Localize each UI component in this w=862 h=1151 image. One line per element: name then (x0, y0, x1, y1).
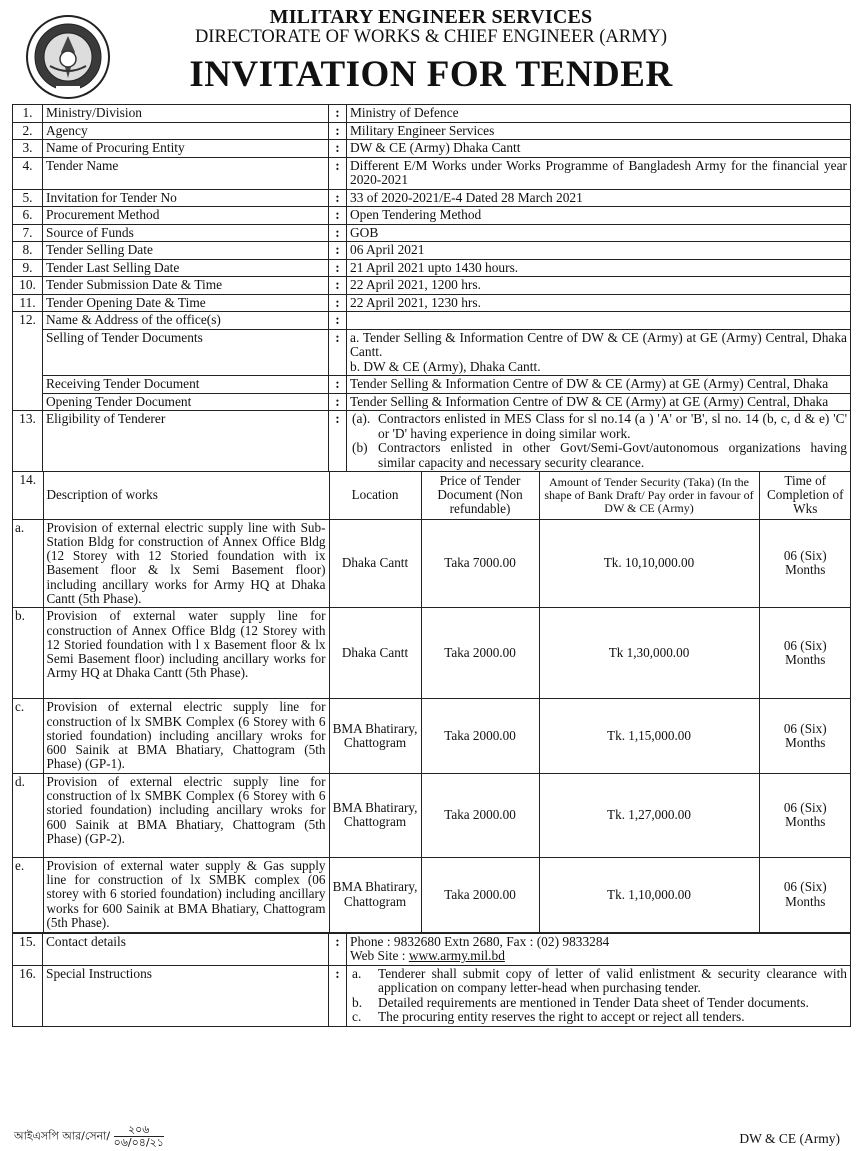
contact-phone: Phone : 9832680 Extn 2680, Fax : (02) 9833284 (350, 933, 610, 949)
reference-note: আইএসপি আর/সেনা/ ২০৬ ০৬/০৪/২১ (14, 1123, 164, 1149)
work-time: 06 (Six) Months (759, 608, 851, 699)
row-number: 1. (13, 105, 43, 123)
row-number: 10. (13, 277, 43, 295)
row-label: Eligibility of Tenderer (43, 411, 329, 472)
row-value: 06 April 2021 (347, 242, 851, 260)
row-label: Source of Funds (43, 224, 329, 242)
work-security: Tk. 1,15,000.00 (539, 699, 759, 773)
work-location: Dhaka Cantt (329, 519, 421, 608)
row-number: 9. (13, 259, 43, 277)
row-label: Name of Procuring Entity (43, 140, 329, 158)
row-2: 2. Agency : Military Engineer Services (13, 122, 851, 140)
row-value: Military Engineer Services (347, 122, 851, 140)
row-number: 15. (13, 933, 43, 965)
selling-a: a. Tender Selling & Information Centre of DW & CE (Army) at GE (Army) Central, Dhaka Cantt. (350, 329, 847, 359)
works-table (13, 472, 851, 933)
work-location: Dhaka Cantt (329, 608, 421, 699)
row-number: 6. (13, 207, 43, 225)
row-value: Open Tendering Method (347, 207, 851, 225)
work-price: Taka 2000.00 (421, 608, 539, 699)
works-row (13, 773, 851, 857)
work-mark: b. (13, 608, 43, 699)
row-value: DW & CE (Army) Dhaka Cantt (347, 140, 851, 158)
row-7: 7. Source of Funds : GOB (13, 224, 851, 242)
reference-number: ২০৬ (114, 1124, 164, 1137)
row-9: 9. Tender Last Selling Date : 21 April 2021 upto 1430 hours. (13, 259, 851, 277)
work-price: Taka 7000.00 (421, 519, 539, 608)
work-mark: c. (13, 699, 43, 773)
row-label: Agency (43, 122, 329, 140)
selling-b: b. DW & CE (Army), Dhaka Cantt. (350, 358, 541, 374)
row-label: Invitation for Tender No (43, 189, 329, 207)
header-security: Amount of Tender Security (Taka) (In the shape of Bank Draft/ Pay order in favour of DW & CE (Army) (539, 472, 759, 519)
work-description: Provision of external water supply line for construction of Annex Office Bldg (12 Storey with 12 Storied foundation with l x Basement floor & lx Semi Basement floor) including ancillary works for Army HQ at Dhaka Cantt (5th Phase). (43, 608, 329, 699)
row-label: Special Instructions (43, 965, 329, 1026)
work-mark: e. (13, 857, 43, 932)
row-label: Selling of Tender Documents (43, 329, 329, 376)
work-description: Provision of external electric supply line with Sub-Station Bldg for construction of Annex Office Bldg (12 Storey with 12 Storied foundation with ix Basement floor & lx Semi Basement floor) including ancillary works for Army HQ at Dhaka Cantt (5th Phase). (43, 519, 329, 608)
row-number: 2. (13, 122, 43, 140)
row-number: 13. (13, 411, 43, 472)
row-value: 33 of 2020-2021/E-4 Dated 28 March 2021 (347, 189, 851, 207)
work-mark: a. (13, 519, 43, 608)
row-11: 11. Tender Opening Date & Time : 22 April 2021, 1230 hrs. (13, 294, 851, 312)
eligibility-b: (b) Contractors enlisted in other Govt/Semi-Govt/autonomous organizations having similar capacity and necessary security clearance. (352, 440, 847, 470)
work-security: Tk. 1,27,000.00 (539, 773, 759, 857)
work-time: 06 (Six) Months (759, 857, 851, 932)
row-label: Procurement Method (43, 207, 329, 225)
row-number: 3. (13, 140, 43, 158)
row-number: 8. (13, 242, 43, 260)
row-value: Different E/M Works under Works Programme of Bangladesh Army for the financial year 2020-2021 (347, 157, 851, 189)
work-location: BMA Bhatirary, Chattogram (329, 699, 421, 773)
reference-date: ০৬/০৪/২১ (113, 1136, 164, 1149)
works-header-row (13, 472, 851, 519)
header-description: Description of works (43, 472, 329, 519)
works-row (13, 857, 851, 932)
work-time: 06 (Six) Months (759, 699, 851, 773)
row-6: 6. Procurement Method : Open Tendering Method (13, 207, 851, 225)
row-label: Tender Selling Date (43, 242, 329, 260)
work-time: 06 (Six) Months (759, 773, 851, 857)
work-security: Tk. 1,10,000.00 (539, 857, 759, 932)
row-3: 3. Name of Procuring Entity : DW & CE (Army) Dhaka Cantt (13, 140, 851, 158)
row-value: Tender Selling & Information Centre of DW & CE (Army) at GE (Army) Central, Dhaka (347, 393, 851, 411)
row-value: 22 April 2021, 1200 hrs. (347, 277, 851, 295)
instruction-item: b. Detailed requirements are mentioned in Tender Data sheet of Tender documents. (352, 994, 809, 1010)
header-location: Location (329, 472, 421, 519)
row-number: 14. (13, 472, 43, 519)
row-12-receiving: Receiving Tender Document : Tender Selling & Information Centre of DW & CE (Army) at GE (Army) Central, Dhaka (13, 376, 851, 394)
row-16: 16. Special Instructions : a. Tenderer shall submit copy of letter of valid enlistment & security clearance with application on company letter-head when purchasing tender. b. Detailed requirements are mentioned in Tender Data sheet of Tender documents. c. The procuring entity reserves the right to accept or reject all tenders. (13, 965, 851, 1026)
row-5: 5. Invitation for Tender No : 33 of 2020-2021/E-4 Dated 28 March 2021 (13, 189, 851, 207)
signature-line: DW & CE (Army) (739, 1131, 840, 1146)
row-number: 4. (13, 157, 43, 189)
tender-table (12, 104, 851, 1027)
row-value: GOB (347, 224, 851, 242)
row-label: Receiving Tender Document (43, 376, 329, 394)
row-value: Ministry of Defence (347, 105, 851, 123)
row-10: 10. Tender Submission Date & Time : 22 April 2021, 1200 hrs. (13, 277, 851, 295)
row-14 (13, 472, 851, 934)
eligibility-a: (a). Contractors enlisted in MES Class for sl no.14 (a ) 'A' or 'B', sl no. 14 (b, c, d & e) 'C' or 'D' having experience in doing similar work. (352, 411, 847, 441)
row-4: 4. Tender Name : Different E/M Works under Works Programme of Bangladesh Army for the financial year 2020-2021 (13, 157, 851, 189)
row-number: 12. (13, 312, 43, 330)
work-price: Taka 2000.00 (421, 699, 539, 773)
org-heading: MILITARY ENGINEER SERVICES (269, 6, 593, 28)
work-description: Provision of external water supply & Gas supply line for construction of lx SMBK complex (06 storey with 6 storied foundation) including ancillary works for 600 Sainik at BMA Bhatiary, Chattogram (5th Phase). (43, 857, 329, 932)
work-description: Provision of external electric supply line for construction of lx SMBK Complex (6 Storey with 6 storied foundation) including ancillary wroks for 600 Sainik at BMA Bhatiary, Chattogram (5th Phase) (GP-2). (43, 773, 329, 857)
row-12-opening: Opening Tender Document : Tender Selling & Information Centre of DW & CE (Army) at GE (Army) Central, Dhaka (13, 393, 851, 411)
works-row (13, 608, 851, 699)
row-12-selling: Selling of Tender Documents : a. Tender Selling & Information Centre of DW & CE (Army) at GE (Army) Central, Dhaka Cantt. b. DW & CE (Army), Dhaka Cantt. (13, 329, 851, 376)
row-label: Name & Address of the office(s) (43, 312, 329, 330)
row-value: 21 April 2021 upto 1430 hours. (347, 259, 851, 277)
header-price: Price of Tender Document (Non refundable) (421, 472, 539, 519)
row-label: Ministry/Division (43, 105, 329, 123)
instruction-item: a. Tenderer shall submit copy of letter of valid enlistment & security clearance with application on company letter-head when purchasing tender. (352, 965, 847, 996)
row-label: Tender Submission Date & Time (43, 277, 329, 295)
instruction-item: c. The procuring entity reserves the right to accept or reject all tenders. (352, 1009, 745, 1025)
works-row (13, 699, 851, 773)
row-13: 13. Eligibility of Tenderer : (a). Contractors enlisted in MES Class for sl no.14 (a ) 'A' or 'B', sl no. 14 (b, c, d & e) 'C' or 'D' having experience in doing similar work. (b) Contractors enlisted in other Govt/Semi-Govt/autonomous organizations having similar capacity and necessary security clearance. (13, 411, 851, 472)
header-time: Time of Completion of Wks (759, 472, 851, 519)
work-security: Tk 1,30,000.00 (539, 608, 759, 699)
website-link[interactable]: www.army.mil.bd (408, 948, 505, 964)
row-number: 7. (13, 224, 43, 242)
work-time: 06 (Six) Months (759, 519, 851, 608)
directorate-heading: DIRECTORATE OF WORKS & CHIEF ENGINEER (ARMY) (194, 27, 668, 47)
row-label: Tender Opening Date & Time (43, 294, 329, 312)
work-location: BMA Bhatirary, Chattogram (329, 857, 421, 932)
work-description: Provision of external electric supply line for construction of lx SMBK Complex (6 Storey with 6 storied foundation) including ancillary wroks for 600 Sainik at BMA Bhatiary, Chattogram (5th Phase) (GP-1). (43, 699, 329, 773)
page-title: INVITATION FOR TENDER (189, 54, 673, 95)
row-value: 22 April 2021, 1230 hrs. (347, 294, 851, 312)
row-value: Tender Selling & Information Centre of DW & CE (Army) at GE (Army) Central, Dhaka (347, 376, 851, 394)
row-label: Tender Last Selling Date (43, 259, 329, 277)
row-12: 12. Name & Address of the office(s) : (13, 312, 851, 330)
row-label: Contact details (43, 933, 329, 965)
row-label: Tender Name (43, 157, 329, 189)
row-number: 11. (13, 294, 43, 312)
row-1: 1. Ministry/Division : Ministry of Defence (13, 105, 851, 123)
works-row (13, 519, 851, 608)
row-8: 8. Tender Selling Date : 06 April 2021 (13, 242, 851, 260)
work-mark: d. (13, 773, 43, 857)
special-instructions-list (350, 967, 847, 1025)
work-price: Taka 2000.00 (421, 857, 539, 932)
work-price: Taka 2000.00 (421, 773, 539, 857)
row-label: Opening Tender Document (43, 393, 329, 411)
row-number: 5. (13, 189, 43, 207)
work-security: Tk. 10,10,000.00 (539, 519, 759, 608)
row-number: 16. (13, 965, 43, 1026)
work-location: BMA Bhatirary, Chattogram (329, 773, 421, 857)
row-15: 15. Contact details : Phone : 9832680 Extn 2680, Fax : (02) 9833284 Web Site : www.army.mil.bd (13, 933, 851, 965)
